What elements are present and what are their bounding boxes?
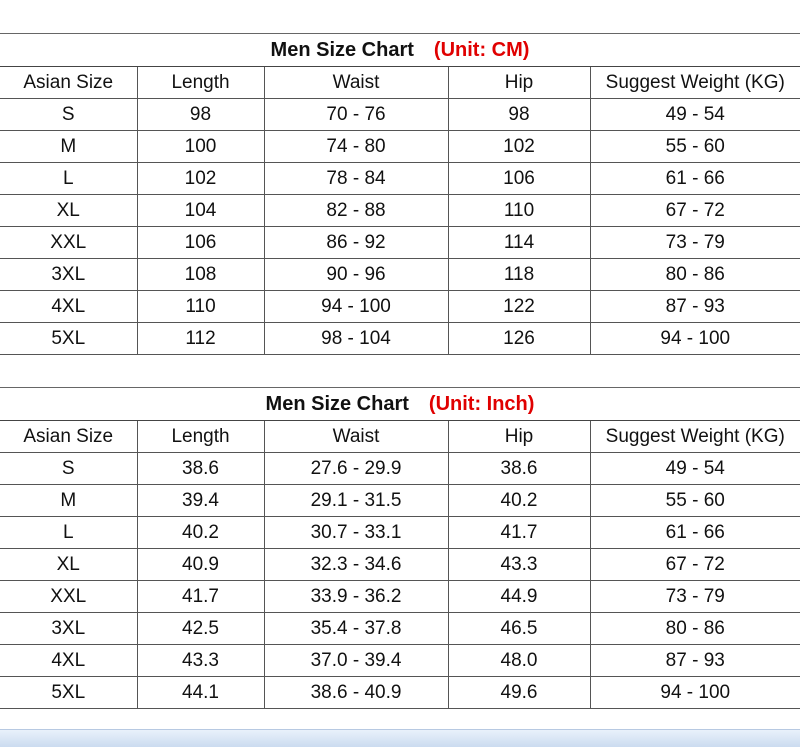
column-header: Suggest Weight (KG) <box>590 421 800 453</box>
column-header: Asian Size <box>0 67 137 99</box>
table-cell: 67 - 72 <box>590 549 800 581</box>
table-row <box>0 291 800 323</box>
table-cell: 102 <box>448 131 590 163</box>
table-cell: 41.7 <box>448 517 590 549</box>
table-cell: 38.6 <box>448 453 590 485</box>
table-cell: 39.4 <box>137 485 264 517</box>
column-header: Asian Size <box>0 421 137 453</box>
table-cell: 126 <box>448 323 590 355</box>
table-cell: 61 - 66 <box>590 517 800 549</box>
table-row <box>0 581 800 613</box>
bottom-band <box>0 729 800 747</box>
table-cell: 35.4 - 37.8 <box>264 613 448 645</box>
table-cell: 67 - 72 <box>590 195 800 227</box>
table-cell: 100 <box>137 131 264 163</box>
chart-title: Men Size Chart <box>270 39 414 61</box>
table-row <box>0 517 800 549</box>
column-header: Hip <box>448 67 590 99</box>
chart-title: Men Size Chart <box>265 393 409 415</box>
table-cell: 49.6 <box>448 677 590 709</box>
column-header: Suggest Weight (KG) <box>590 67 800 99</box>
table-cell: 122 <box>448 291 590 323</box>
table-cell: 110 <box>137 291 264 323</box>
column-header: Length <box>137 421 264 453</box>
table-cell: 42.5 <box>137 613 264 645</box>
chart-unit-label: (Unit: CM) <box>433 39 530 61</box>
table-cell: 73 - 79 <box>590 227 800 259</box>
table-cell: 43.3 <box>448 549 590 581</box>
table-cell: 118 <box>448 259 590 291</box>
column-header: Hip <box>448 421 590 453</box>
table-row <box>0 677 800 709</box>
table-cell: 106 <box>137 227 264 259</box>
table-cell: 94 - 100 <box>590 677 800 709</box>
table-cell: 40.9 <box>137 549 264 581</box>
table-row <box>0 645 800 677</box>
table-cell: 44.9 <box>448 581 590 613</box>
table-cell: S <box>0 453 137 485</box>
table-cell: XXL <box>0 581 137 613</box>
table-cell: S <box>0 99 137 131</box>
table-cell: 73 - 79 <box>590 581 800 613</box>
table-cell: 38.6 <box>137 453 264 485</box>
column-header: Waist <box>264 421 448 453</box>
table-cell: XL <box>0 195 137 227</box>
table-cell: 114 <box>448 227 590 259</box>
table-row <box>0 453 800 485</box>
table-cell: M <box>0 131 137 163</box>
table-cell: 74 - 80 <box>264 131 448 163</box>
chart-title-row <box>0 388 800 421</box>
table-row <box>0 195 800 227</box>
table-cell: 80 - 86 <box>590 613 800 645</box>
size-chart-cm <box>0 33 800 355</box>
table-cell: 87 - 93 <box>590 291 800 323</box>
table-cell: 98 <box>448 99 590 131</box>
table-cell: 70 - 76 <box>264 99 448 131</box>
table-cell: 108 <box>137 259 264 291</box>
table-cell: 5XL <box>0 323 137 355</box>
table-cell: 90 - 96 <box>264 259 448 291</box>
table-cell: 29.1 - 31.5 <box>264 485 448 517</box>
table-cell: 33.9 - 36.2 <box>264 581 448 613</box>
table-row <box>0 549 800 581</box>
table-row <box>0 259 800 291</box>
size-table <box>0 67 800 355</box>
table-cell: 61 - 66 <box>590 163 800 195</box>
table-row <box>0 131 800 163</box>
table-cell: 110 <box>448 195 590 227</box>
table-cell: 49 - 54 <box>590 453 800 485</box>
table-cell: 40.2 <box>448 485 590 517</box>
table-row <box>0 613 800 645</box>
table-cell: 4XL <box>0 291 137 323</box>
table-cell: 87 - 93 <box>590 645 800 677</box>
table-cell: 82 - 88 <box>264 195 448 227</box>
table-cell: 41.7 <box>137 581 264 613</box>
table-cell: 46.5 <box>448 613 590 645</box>
table-row <box>0 163 800 195</box>
table-cell: 106 <box>448 163 590 195</box>
table-cell: L <box>0 163 137 195</box>
table-cell: 98 <box>137 99 264 131</box>
table-cell: 102 <box>137 163 264 195</box>
table-cell: XL <box>0 549 137 581</box>
table-cell: 5XL <box>0 677 137 709</box>
table-cell: 49 - 54 <box>590 99 800 131</box>
table-row <box>0 99 800 131</box>
table-row <box>0 485 800 517</box>
table-cell: 43.3 <box>137 645 264 677</box>
chart-unit-label: (Unit: Inch) <box>428 393 535 415</box>
table-cell: 37.0 - 39.4 <box>264 645 448 677</box>
column-header: Waist <box>264 67 448 99</box>
table-cell: 112 <box>137 323 264 355</box>
header-row <box>0 67 800 99</box>
table-cell: 3XL <box>0 259 137 291</box>
table-cell: L <box>0 517 137 549</box>
table-cell: 30.7 - 33.1 <box>264 517 448 549</box>
table-cell: M <box>0 485 137 517</box>
table-cell: 48.0 <box>448 645 590 677</box>
table-cell: 94 - 100 <box>264 291 448 323</box>
table-cell: 40.2 <box>137 517 264 549</box>
table-cell: 94 - 100 <box>590 323 800 355</box>
table-cell: 38.6 - 40.9 <box>264 677 448 709</box>
column-header: Length <box>137 67 264 99</box>
table-row <box>0 227 800 259</box>
table-cell: 104 <box>137 195 264 227</box>
table-cell: 44.1 <box>137 677 264 709</box>
table-cell: XXL <box>0 227 137 259</box>
size-table <box>0 421 800 709</box>
size-chart-inch <box>0 387 800 709</box>
table-cell: 78 - 84 <box>264 163 448 195</box>
table-cell: 55 - 60 <box>590 131 800 163</box>
table-cell: 55 - 60 <box>590 485 800 517</box>
table-cell: 3XL <box>0 613 137 645</box>
table-cell: 4XL <box>0 645 137 677</box>
table-cell: 86 - 92 <box>264 227 448 259</box>
table-cell: 98 - 104 <box>264 323 448 355</box>
chart-title-row <box>0 34 800 67</box>
table-row <box>0 323 800 355</box>
table-cell: 80 - 86 <box>590 259 800 291</box>
table-cell: 32.3 - 34.6 <box>264 549 448 581</box>
table-cell: 27.6 - 29.9 <box>264 453 448 485</box>
header-row <box>0 421 800 453</box>
